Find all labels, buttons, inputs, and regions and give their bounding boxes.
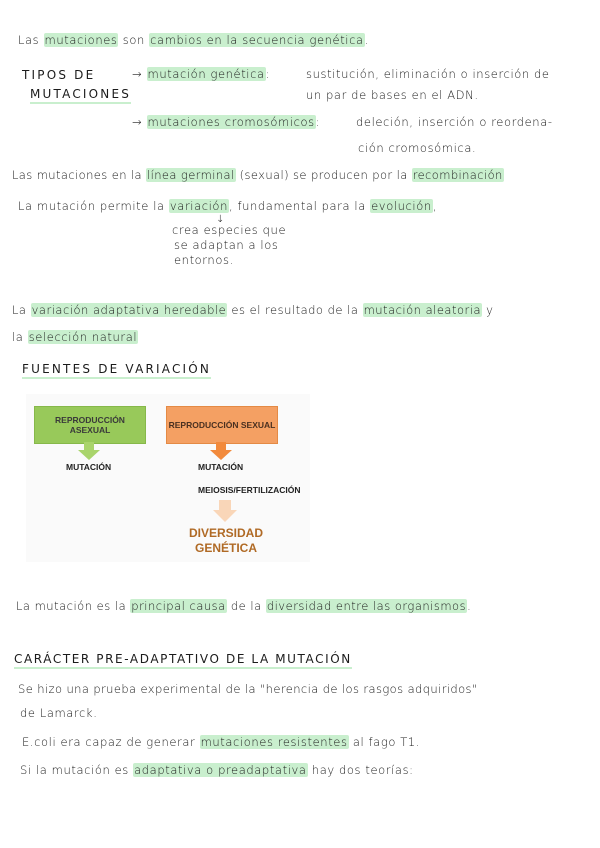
crea-line3: entornos. xyxy=(174,253,234,267)
orange-arrow-icon xyxy=(210,442,232,460)
tipos-line2: MUTACIONES xyxy=(30,86,131,102)
highlight-linea-germinal: línea germinal xyxy=(147,168,235,182)
highlight-mutaciones: mutaciones xyxy=(44,33,118,47)
crea-line2: se adaptan a los xyxy=(174,238,279,252)
highlight-adaptativa: adaptativa o preadaptativa xyxy=(134,763,307,777)
genetic-mutation-line: → mutación genética: xyxy=(132,67,271,81)
mutation-left-label: MUTACIÓN xyxy=(66,462,112,472)
arrow-down-icon: ↓ xyxy=(216,214,225,225)
light-arrow-icon xyxy=(213,500,237,522)
chromosomal-desc1: deleción, inserción o reordena- xyxy=(356,115,553,129)
text: son xyxy=(118,33,150,47)
highlight-variacion: variación xyxy=(169,199,228,213)
fuentes-heading: FUENTES DE VARIACIÓN xyxy=(22,361,211,377)
highlight-mutaciones-cromosomicas: mutaciones cromosómicos xyxy=(147,115,315,129)
text: Las xyxy=(18,33,44,47)
chromosomal-desc2: ción cromosómica. xyxy=(358,141,477,155)
green-arrow-icon xyxy=(78,442,100,460)
variation-sources-diagram xyxy=(26,394,310,562)
highlight-mutacion-aleatoria: mutación aleatoria xyxy=(363,303,481,317)
highlight-recombinacion: recombinación xyxy=(412,168,503,182)
tipos-line1: TIPOS DE xyxy=(22,68,96,82)
highlight-cambios: cambios en la secuencia genética xyxy=(150,33,364,47)
experiment-line2: de Lamarck. xyxy=(20,706,98,720)
highlight-seleccion-natural: selección natural xyxy=(28,330,138,344)
highlight-principal-causa: principal causa xyxy=(131,599,226,613)
text: . xyxy=(364,33,369,47)
highlight-mutacion-genetica: mutación genética xyxy=(147,67,265,81)
sexual-reproduction-box: REPRODUCCIÓN SEXUAL xyxy=(166,406,278,444)
intro-line xyxy=(18,32,369,48)
arrow-right-icon: → xyxy=(132,115,143,129)
highlight-mutaciones-resistentes: mutaciones resistentes xyxy=(200,735,348,749)
theories-line: Si la mutación es adaptativa o preadaptativa hay dos teorías: xyxy=(20,763,414,777)
germline-line: Las mutaciones en la línea germinal (sexual) se producen por la recombinación xyxy=(12,168,503,182)
cause-line: La mutación es la principal causa de la diversidad entre las organismos. xyxy=(16,599,472,613)
mutation-right-label: MUTACIÓN xyxy=(198,462,244,472)
experiment-line1: Se hizo una prueba experimental de la "herencia de los rasgos adquiridos" xyxy=(18,682,478,696)
genetic-desc2: un par de bases en el ADN. xyxy=(306,88,479,102)
meiosis-label: MEIOSIS/FERTILIZACIÓN xyxy=(198,485,301,495)
caracter-heading: CARÁCTER PRE-ADAPTATIVO DE LA MUTACIÓN xyxy=(14,651,352,667)
chromosomal-mutation-line: → mutaciones cromosómicos: xyxy=(132,115,321,129)
highlight-variacion-adaptativa: variación adaptativa heredable xyxy=(31,303,227,317)
highlight-diversidad: diversidad entre las organismos xyxy=(266,599,467,613)
adaptive-variation-line2: la selección natural xyxy=(12,330,138,344)
highlight-evolucion: evolución xyxy=(371,199,432,213)
variation-line: La mutación permite la variación, fundamental para la evolución, xyxy=(18,199,438,213)
genetic-diversity-label: DIVERSIDAD GENÉTICA xyxy=(188,526,263,555)
genetic-desc1: sustitución, eliminación o inserción de xyxy=(306,67,550,81)
adaptive-variation-line: La variación adaptativa heredable es el resultado de la mutación aleatoria y xyxy=(12,303,494,317)
ecoli-line: E.coli era capaz de generar mutaciones resistentes al fago T1. xyxy=(22,735,421,749)
crea-line1: crea especies que xyxy=(172,223,287,237)
asexual-reproduction-box: REPRODUCCIÓN ASEXUAL xyxy=(34,406,146,444)
arrow-right-icon: → xyxy=(132,67,143,81)
